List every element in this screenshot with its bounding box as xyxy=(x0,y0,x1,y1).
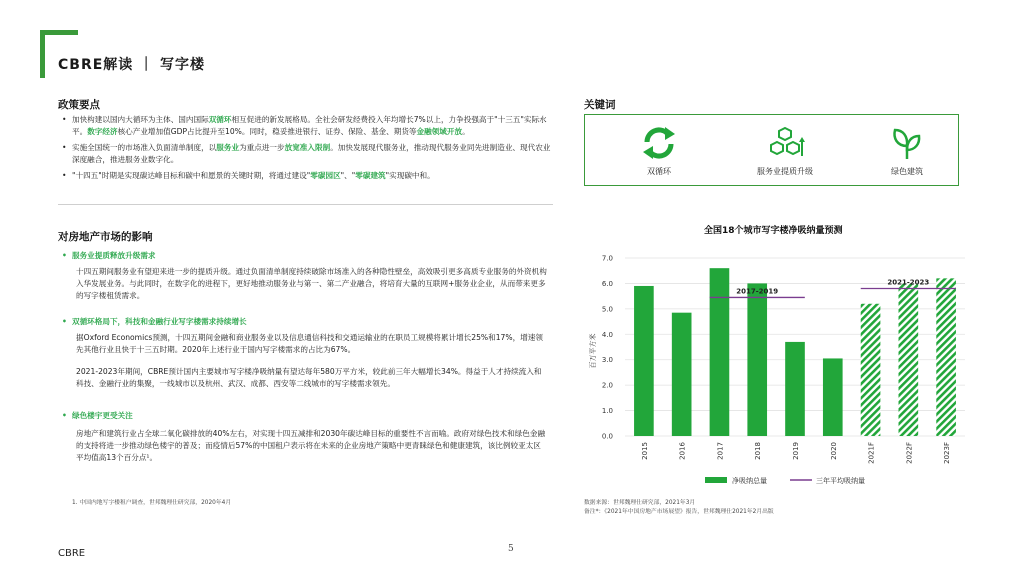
legend-label-bars: 净吸纳总量 xyxy=(732,477,767,485)
policy-bullet-3: • "十四五"时期是实现碳达峰目标和碳中和愿景的关键时期，将通过建设"零碳园区"、"零碳建筑"实现碳中和。 xyxy=(58,170,553,182)
policy-bullets xyxy=(58,114,553,186)
corner-accent-horizontal xyxy=(40,30,78,35)
footer-brand: CBRE xyxy=(58,548,86,559)
x-tick-label: 2019 xyxy=(792,442,800,460)
x-tick-label: 2023F xyxy=(943,442,952,464)
avg-label: 2021-2023 xyxy=(887,278,930,287)
x-tick-label: 2022F xyxy=(905,442,914,464)
y-tick-label: 5.0 xyxy=(601,305,613,314)
y-tick-label: 4.0 xyxy=(601,330,613,339)
source-line-1: 数据来源：世邦魏理仕研究部，2021年3月 xyxy=(584,500,696,506)
x-tick-label: 2015 xyxy=(640,442,649,460)
avg-label: 2017-2019 xyxy=(736,287,779,296)
bar-2016 xyxy=(672,313,692,436)
y-axis-label: 百万平方米 xyxy=(589,333,597,369)
policy-bullet-1: • 加快构建以国内大循环为主体、国内国际双循环相互促进的新发展格局。全社会研发经费投入年均增长7%以上，力争投强高于"十三五"实际水平。数字经济核心产业增加值GDP占比提升至10%。同时，稳妥推进银行、证券、保险、基金、期货等金融领域开放。 xyxy=(58,114,553,138)
bar-2022F xyxy=(899,283,919,436)
source-line-2: 备注*：《2021年中国房地产市场展望》报告，世邦魏理仕2021年2月出版 xyxy=(584,509,774,515)
cubes-upgrade-icon xyxy=(765,126,805,160)
x-tick-label: 2017 xyxy=(716,442,725,460)
y-tick-label: 3.0 xyxy=(601,356,613,365)
y-tick-label: 7.0 xyxy=(601,254,613,263)
bar-2017 xyxy=(710,268,730,436)
keyword-label-1: 双循环 xyxy=(647,167,671,176)
corner-accent-vertical xyxy=(40,30,45,78)
policy-title: 政策要点 xyxy=(58,99,100,111)
x-tick-label: 2016 xyxy=(678,442,687,460)
y-tick-label: 6.0 xyxy=(601,279,613,288)
bar-2018 xyxy=(747,283,767,436)
legend-swatch-bars xyxy=(705,477,727,483)
impact-subhead-1: • 服务业提质释放升级需求 xyxy=(58,250,156,261)
bar-2019 xyxy=(785,342,805,436)
keyword-label-2: 服务业提质升级 xyxy=(757,167,813,176)
keyword-item-3 xyxy=(852,126,962,177)
bar-2023F xyxy=(936,278,956,436)
y-tick-label: 2.0 xyxy=(601,381,613,390)
x-tick-label: 2020 xyxy=(829,442,838,460)
policy-bullet-2: • 实施全国统一的市场准入负面清单制度，以服务业为重点进一步放宽准入限制。加快发展现代服务业，推动现代服务业同先进制造业、现代农业深度融合，推进服务业数字化。 xyxy=(58,142,553,166)
impact-subhead-2: • 双循环格局下，科技和金融行业写字楼需求持续增长 xyxy=(58,316,247,327)
footnote: 1. 中国内地写字楼租户调查，世邦魏理仕研究部，2020年4月 xyxy=(72,500,232,506)
chart-title: 全国18个城市写字楼净吸纳量预测 xyxy=(704,226,843,236)
chart xyxy=(580,246,980,496)
bar-2015 xyxy=(634,286,654,436)
bar-2020 xyxy=(823,358,843,436)
cycle-arrows-icon xyxy=(639,126,679,160)
y-tick-label: 1.0 xyxy=(601,407,613,416)
keyword-item-1 xyxy=(604,126,714,177)
y-tick-label: 0.0 xyxy=(601,432,613,441)
impact-paragraph-4: 房地产和建筑行业占全球二氧化碳排放的40%左右，对实现十四五减排和2030年碳达峰目标的重要性不言而喻。政府对绿色技术和绿色金融的支持将进一步推动绿色楼宇的普及；而疫情后57%的中国租户表示将在未来的企业房地产策略中更青睐绿色和健康建筑，该比例较亚太区平均值高13个百分点¹。 xyxy=(76,429,546,462)
keyword-label-3: 绿色建筑 xyxy=(891,167,923,176)
impact-paragraph-3: 2021-2023年期间，CBRE预计国内主要城市写字楼净吸纳量有望达每年580万平方米，较此前三年大幅增长34%。得益于人才持续流入和科技、金融行业的集聚，一线城市以及杭州、武汉、成都、西安等二线城市的写字楼需求领先。 xyxy=(76,367,542,388)
keywords-title: 关键词 xyxy=(584,99,616,111)
page-number: 5 xyxy=(508,544,514,554)
x-tick-label: 2018 xyxy=(754,442,763,460)
keyword-item-2 xyxy=(730,126,840,177)
x-tick-label: 2021F xyxy=(867,442,876,464)
impact-subhead-3: • 绿色楼宇更受关注 xyxy=(58,410,133,421)
bar-2021F xyxy=(861,304,881,436)
page-title: CBRE解读 ｜ 写字楼 xyxy=(58,57,206,73)
impact-title: 对房地产市场的影响 xyxy=(58,231,153,243)
legend-label-avg: 三年平均吸纳量 xyxy=(816,477,865,485)
impact-paragraph-1: 十四五期间服务业有望迎来进一步的提质升级。通过负面清单制度持续破除市场准入的各种隐性壁垒，高效吸引更多高质专业服务的外资机构入华发展业务。与此同时，在数字化的进程下，更好地推动服务业与第一、第二产业融合，将培育大量的互联网+服务业企业，从而带来更多的写字楼租赁需求。 xyxy=(76,267,547,300)
section-divider xyxy=(58,204,553,205)
impact-paragraph-2: 据Oxford Economics预测，十四五期间金融和商业服务业以及信息通信科技和交通运输业的在职员工规模将累计增长25%和17%，增速领先其他行业且快于十三五时期。2020年上述行业于国内写字楼需求的占比为67%。 xyxy=(76,333,543,354)
leaf-icon xyxy=(887,126,927,160)
